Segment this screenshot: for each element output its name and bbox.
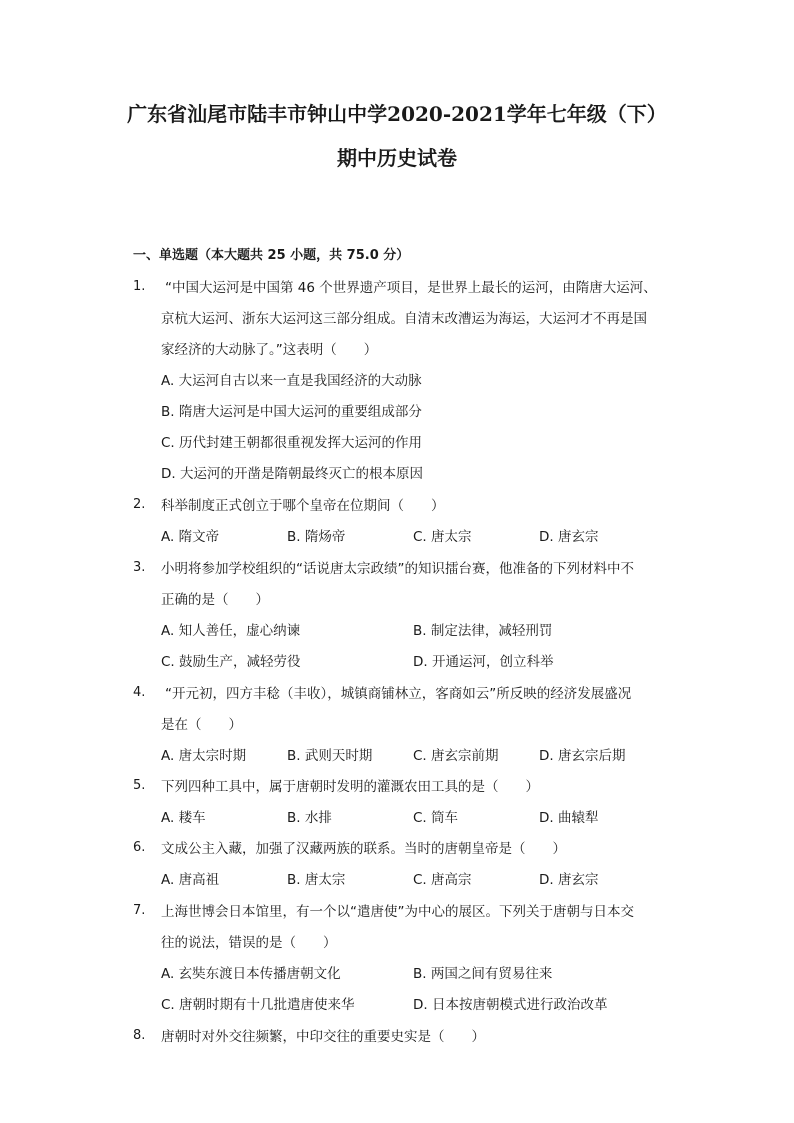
question-4-option-a: A. 唐太宗时期 (161, 748, 247, 764)
question-4-option-b: B. 武则天时期 (287, 748, 373, 764)
question-2-option-b: B. 隋炀帝 (287, 529, 346, 545)
question-2-number: 2. (133, 497, 146, 512)
question-4-option-c: C. 唐玄宗前期 (413, 748, 499, 764)
question-7-line-1: 上海世博会日本馆里，有一个以“遣唐使”为中心的展区。下列关于唐朝与日本交 (161, 904, 634, 920)
question-1-line-2: 京杭大运河、浙东大运河这三部分组成。自清末改漕运为海运，大运河才不再是国 (161, 311, 647, 327)
question-5-number: 5. (133, 778, 146, 793)
question-7-option-b: B. 两国之间有贸易往来 (413, 966, 553, 982)
question-6-option-a: A. 唐高祖 (161, 872, 220, 888)
question-4-option-d: D. 唐玄宗后期 (539, 748, 626, 764)
question-7-option-c: C. 唐朝时期有十几批遣唐使来华 (161, 997, 355, 1013)
question-5-option-d: D. 曲辕犁 (539, 810, 599, 826)
question-4-line-1: “开元初，四方丰稔（丰收），城镇商铺林立，客商如云”所反映的经济发展盛况 (165, 686, 632, 702)
question-2-line-1: 科举制度正式创立于哪个皇帝在位期间（ ） (161, 498, 445, 514)
question-3-line-2: 正确的是（ ） (161, 592, 269, 608)
question-4-line-2: 是在（ ） (161, 717, 242, 733)
question-1-option-c: C. 历代封建王朝都很重视发挥大运河的作用 (161, 435, 423, 451)
title-line-1: 广东省汕尾市陆丰市钟山中学2020-2021学年七年级（下） (127, 102, 667, 126)
question-7-option-d: D. 日本按唐朝模式进行政治改革 (413, 997, 608, 1013)
question-7-number: 7. (133, 903, 146, 918)
question-3-line-1: 小明将参加学校组织的“话说唐太宗政绩”的知识擂台赛，他准备的下列材料中不 (161, 561, 634, 577)
question-2-option-a: A. 隋文帝 (161, 529, 220, 545)
question-3-number: 3. (133, 560, 146, 575)
question-6-option-d: D. 唐玄宗 (539, 872, 599, 888)
question-1-option-d: D. 大运河的开凿是隋朝最终灭亡的根本原因 (161, 466, 423, 482)
question-6-number: 6. (133, 840, 146, 855)
question-6-option-c: C. 唐高宗 (413, 872, 472, 888)
question-1-line-3: 家经济的大动脉了。”这表明（ ） (161, 342, 378, 358)
question-7-option-a: A. 玄奘东渡日本传播唐朝文化 (161, 966, 341, 982)
question-8-line-1: 唐朝时对外交往频繁，中印交往的重要史实是（ ） (161, 1029, 485, 1045)
question-6-line-1: 文成公主入藏，加强了汉藏两族的联系。当时的唐朝皇帝是（ ） (161, 841, 566, 857)
section-heading: 一、单选题（本大题共 25 小题，共 75.0 分） (133, 248, 410, 263)
question-5-option-a: A. 耧车 (161, 810, 206, 826)
question-8-number: 8. (133, 1028, 146, 1043)
question-1-option-a: A. 大运河自古以来一直是我国经济的大动脉 (161, 373, 422, 389)
question-5-option-b: B. 水排 (287, 810, 332, 826)
question-3-option-b: B. 制定法律，减轻刑罚 (413, 623, 553, 639)
question-4-number: 4. (133, 685, 146, 700)
question-5-line-1: 下列四种工具中，属于唐朝时发明的灌溉农田工具的是（ ） (161, 779, 539, 795)
question-1-line-1: “中国大运河是中国第 46 个世界遗产项目，是世界上最长的运河，由隋唐大运河、 (165, 280, 657, 296)
question-1-number: 1. (133, 279, 146, 294)
question-1-option-b: B. 隋唐大运河是中国大运河的重要组成部分 (161, 404, 422, 420)
question-3-option-c: C. 鼓励生产，减轻劳役 (161, 654, 301, 670)
question-2-option-d: D. 唐玄宗 (539, 529, 599, 545)
question-3-option-d: D. 开通运河，创立科举 (413, 654, 554, 670)
title-line-2: 期中历史试卷 (337, 146, 457, 170)
question-5-option-c: C. 筒车 (413, 810, 459, 826)
question-2-option-c: C. 唐太宗 (413, 529, 472, 545)
question-3-option-a: A. 知人善任，虚心纳谏 (161, 623, 301, 639)
question-6-option-b: B. 唐太宗 (287, 872, 346, 888)
question-7-line-2: 往的说法，错误的是（ ） (161, 935, 337, 951)
